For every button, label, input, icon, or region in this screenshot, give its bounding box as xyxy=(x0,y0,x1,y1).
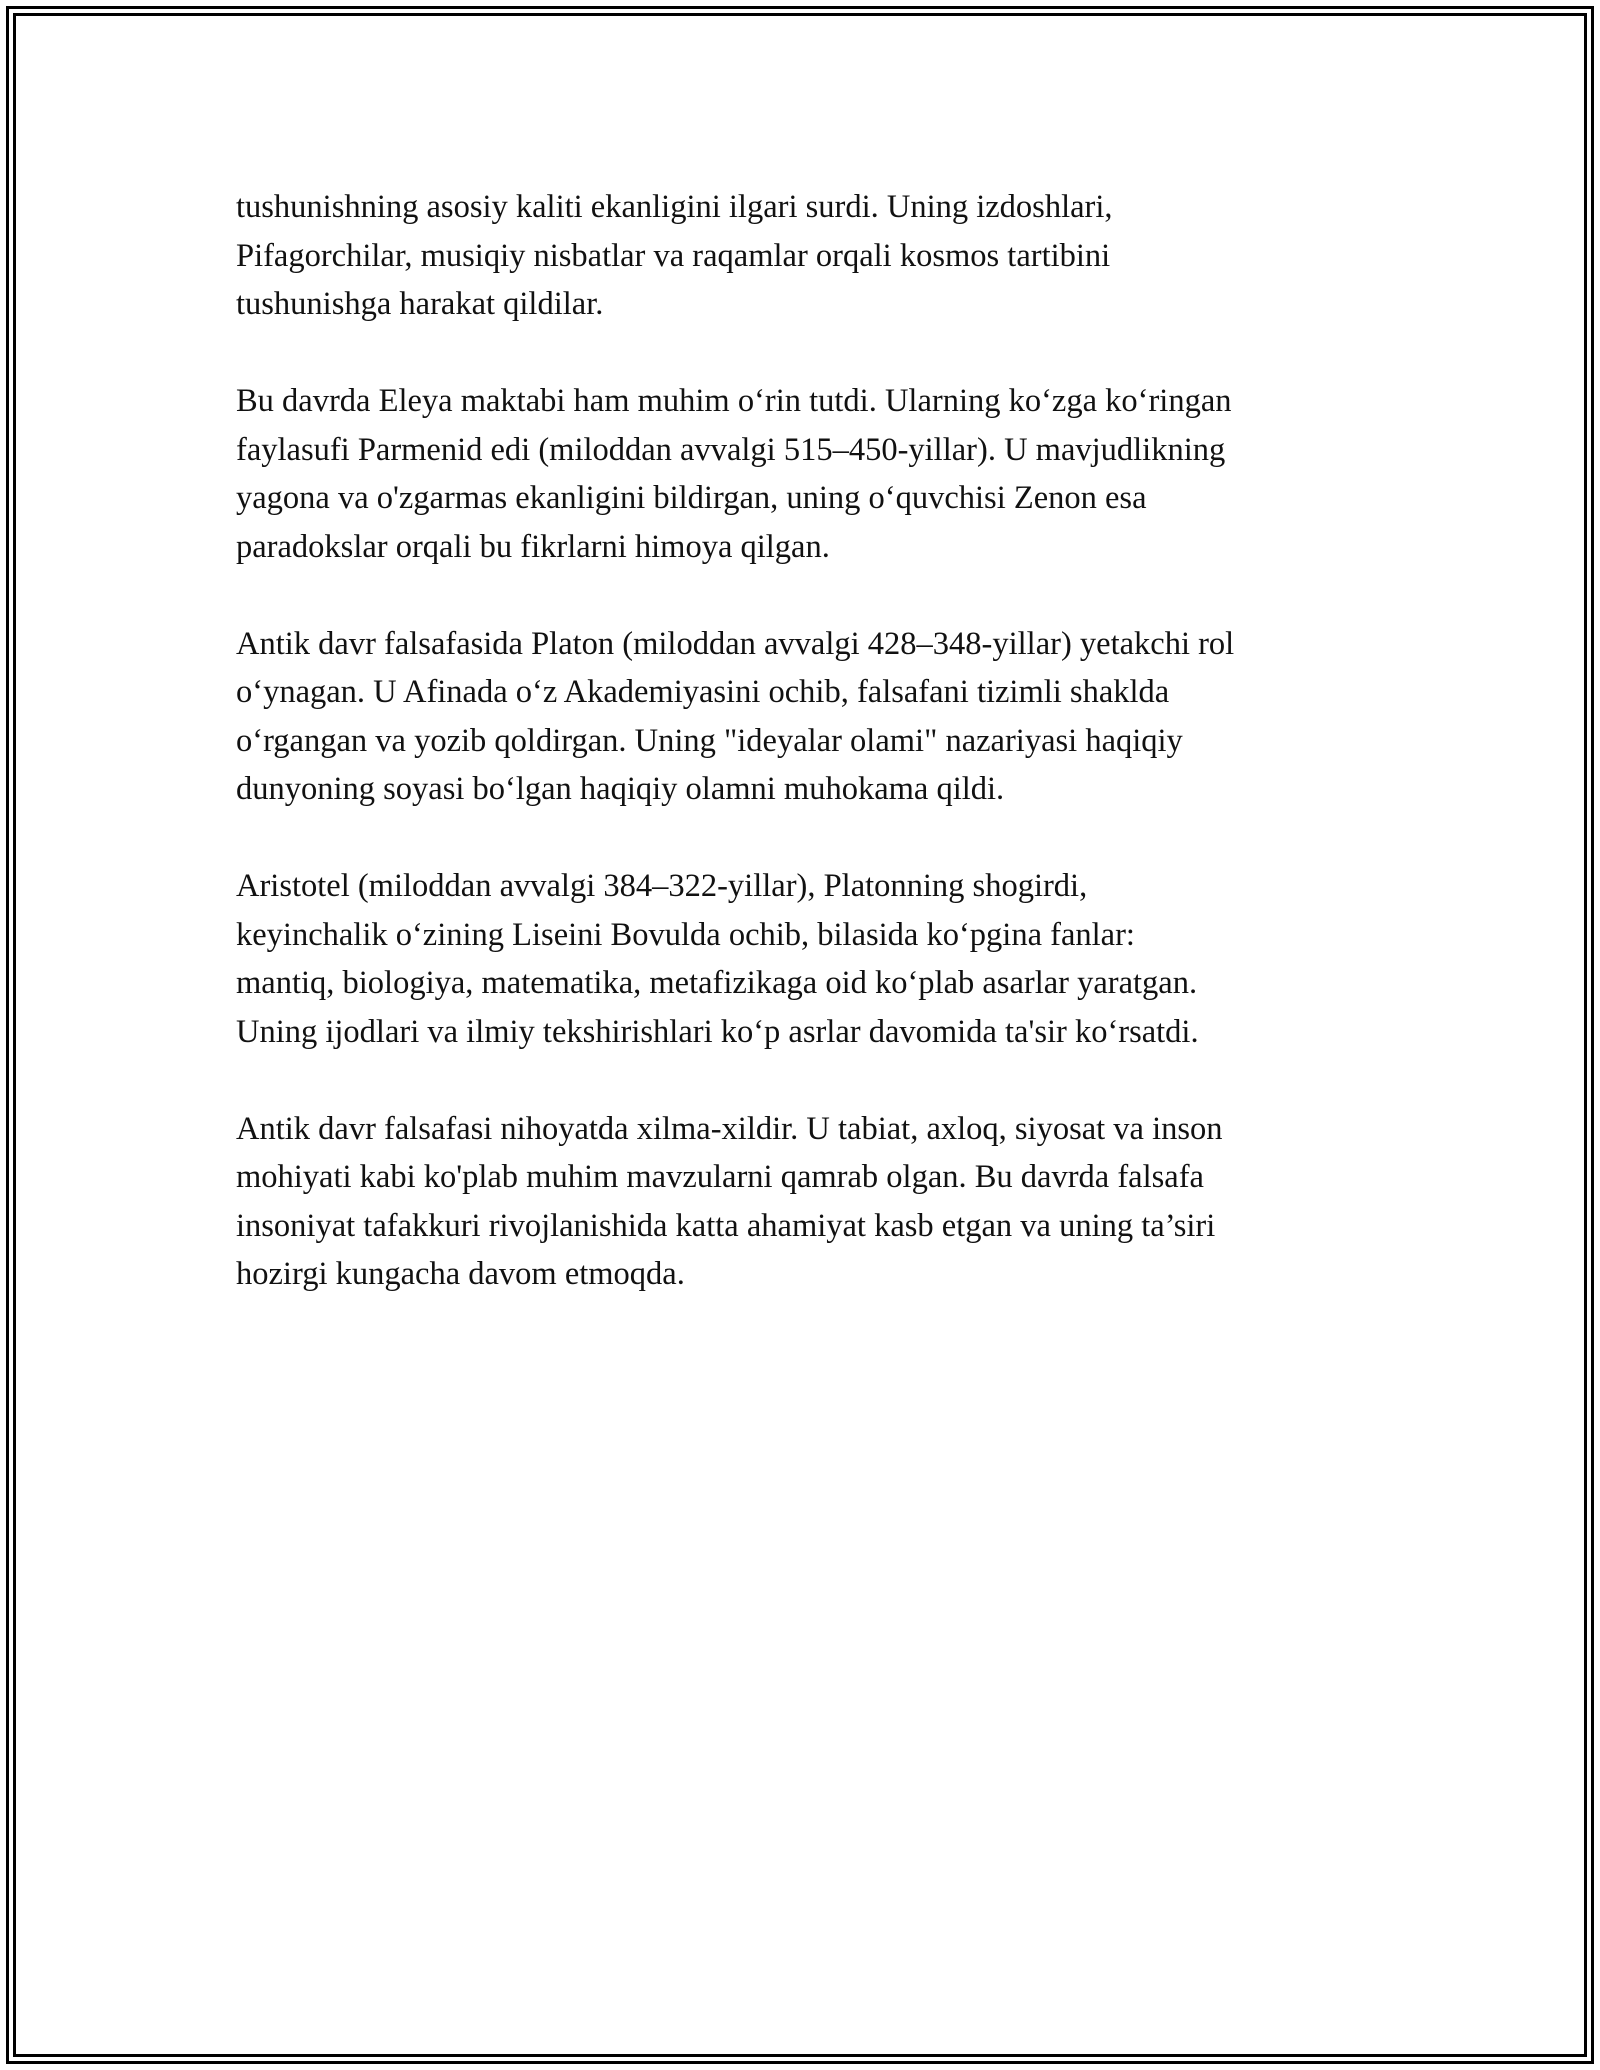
text-line: Uning ijodlari va ilmiy tekshirishlari koʻp asrlar davomida ta'sir koʻrsatdi. xyxy=(236,1013,1199,1050)
text-line: insoniyat tafakkuri rivojlanishida katta ahamiyat kasb etgan va uning ta’siri xyxy=(236,1207,1216,1244)
text-line: paradokslar orqali bu fikrlarni himoya qilgan. xyxy=(236,528,830,565)
document-body xyxy=(236,183,1376,1347)
paragraph-plato xyxy=(236,620,1376,814)
text-line: keyinchalik oʻzining Liseini Bovulda ochib, bilasida koʻpgina fanlar: xyxy=(236,916,1135,953)
text-line: Aristotel (miloddan avvalgi 384–322-yillar), Platonning shogirdi, xyxy=(236,868,1088,904)
text-line: tushunishga harakat qildilar. xyxy=(236,286,604,322)
text-line: hozirgi kungacha davom etmoqda. xyxy=(236,1256,685,1292)
text-line: oʻynagan. U Afinada oʻz Akademiyasini ochib, falsafani tizimli shaklda xyxy=(236,674,1170,710)
text-line: tushunishning asosiy kaliti ekanligini ilgari surdi. Uning izdoshlari, xyxy=(236,189,1113,225)
paragraph-pythagoreans xyxy=(236,183,1376,329)
text-line: mohiyati kabi ko'plab muhim mavzularni qamrab olgan. Bu davrda falsafa xyxy=(236,1159,1204,1195)
paragraph-conclusion xyxy=(236,1105,1376,1299)
text-line: Pifagorchilar, musiqiy nisbatlar va raqamlar orqali kosmos tartibini xyxy=(236,237,1111,274)
text-line: Antik davr falsafasida Platon (miloddan avvalgi 428–348-yillar) yetakchi rol xyxy=(236,625,1235,662)
text-line: yagona va o'zgarmas ekanligini bildirgan, uning oʻquvchisi Zenon esa xyxy=(236,480,1147,516)
text-line: faylasufi Parmenid edi (miloddan avvalgi 515–450-yillar). U mavjudlikning xyxy=(236,431,1226,468)
paragraph-aristotle xyxy=(236,862,1376,1056)
text-line: oʻrgangan va yozib qoldirgan. Uning "ideyalar olami" nazariyasi haqiqiy xyxy=(236,722,1183,759)
paragraph-eleatic-school xyxy=(236,377,1376,571)
text-line: dunyoning soyasi boʻlgan haqiqiy olamni muhokama qildi. xyxy=(236,771,1005,807)
text-line: mantiq, biologiya, matematika, metafizikaga oid koʻplab asarlar yaratgan. xyxy=(236,965,1198,1001)
text-line: Antik davr falsafasi nihoyatda xilma-xildir. U tabiat, axloq, siyosat va inson xyxy=(236,1110,1223,1147)
text-line: Bu davrda Eleya maktabi ham muhim oʻrin tutdi. Ularning koʻzga koʻringan xyxy=(236,383,1232,419)
